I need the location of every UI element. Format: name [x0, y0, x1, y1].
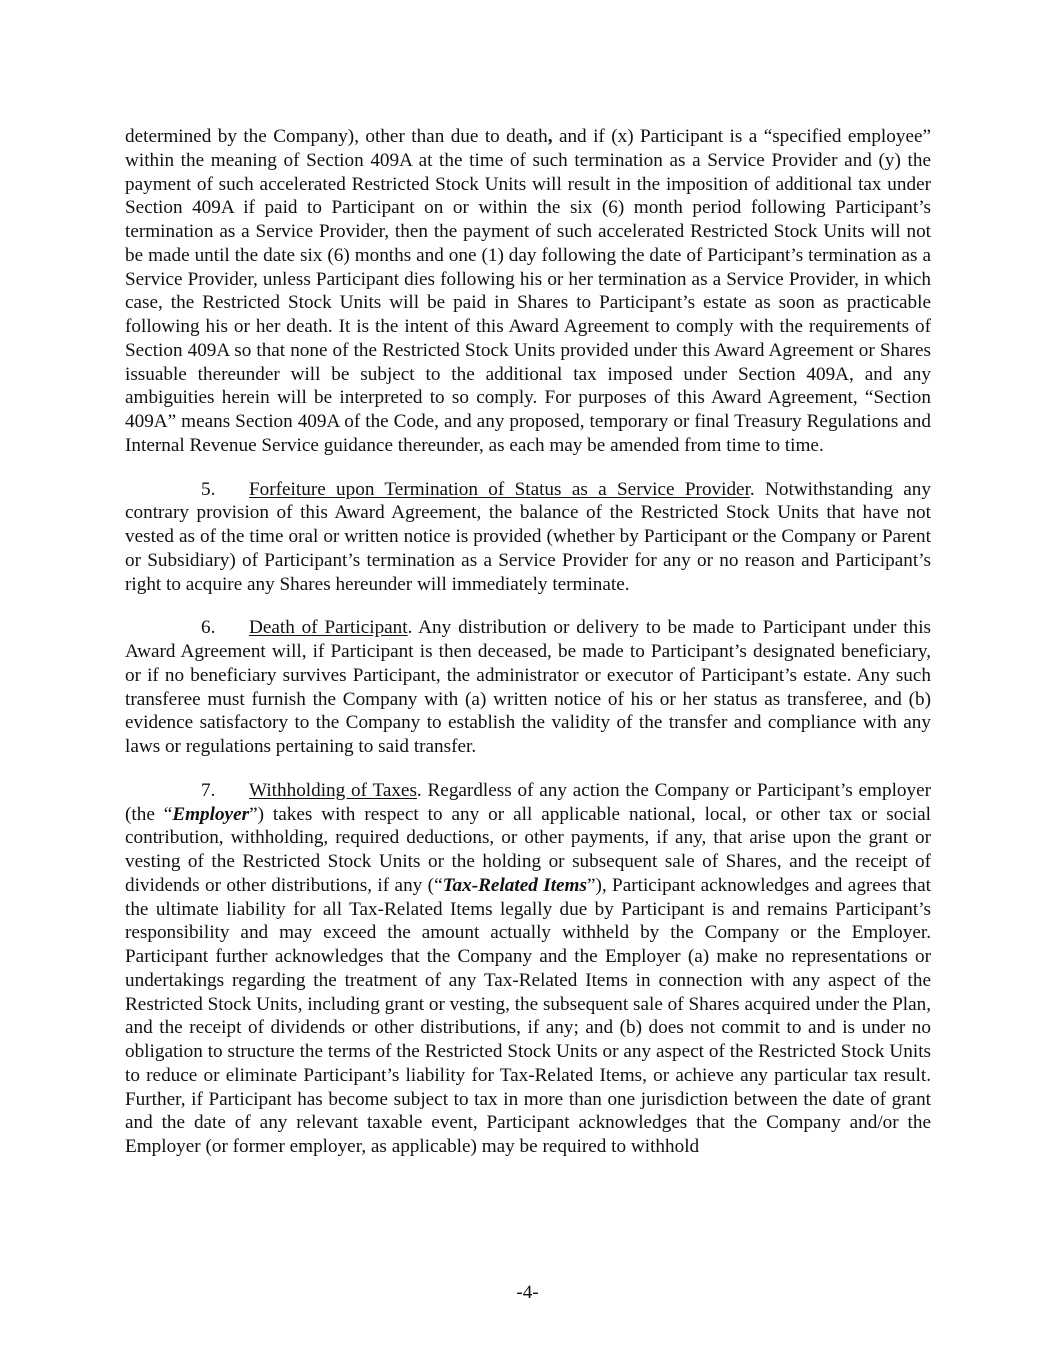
defined-term-tax-related-items: Tax-Related Items: [442, 874, 587, 896]
section-5-body: . Notwithstanding any contrary provision of this Award Agreement, the balance of the Restricted Stock Units that have not vested as of the time oral or written notice is provided (whether by Participant or the Company or Parent or Subsidiary) of Participant’s termination as a Service Provider for any or no reason and Participant’s right to acquire any Shares hereunder will immediately terminate.: [125, 478, 931, 595]
section-5-heading: Forfeiture upon Termination of Status as a Service Provider: [249, 478, 750, 500]
page-number: -4-: [516, 1282, 539, 1303]
document-body: [125, 125, 931, 1179]
section-7-body-b: ”) takes with respect to any or all applicable national, local, or other tax or social contribution, withholding, required deductions, or other payments, if any, that arise upon the grant or vesting of the Restricted Stock Units or the holding or subsequent sale of Shares, and the receipt of dividends or other distributions, if any (“: [125, 803, 931, 896]
section-6-paragraph: [125, 616, 931, 759]
section-7-paragraph: [125, 779, 931, 1159]
section-7-body-a: . Regardless of any action the Company or Participant’s employer (the “: [125, 779, 931, 825]
section-6-number: 6.: [201, 617, 216, 639]
continuation-bold-comma: ,: [547, 126, 553, 147]
defined-term-employer: Employer: [172, 803, 250, 825]
section-6-body: . Any distribution or delivery to be made to Participant under this Award Agreement will, if Participant is then deceased, be made to Participant’s designated beneficiary, or if no beneficiary survives Participant, the administrator or executor of Participant’s estate. Any such transferee must furnish the Company with (a) written notice of his or her status as transferee, and (b) evidence satisfactory to the Company to establish the validity of the transfer and compliance with any laws or regulations pertaining to said transfer.: [125, 617, 932, 757]
section-7-number: 7.: [201, 779, 216, 801]
section-6-heading: Death of Participant: [249, 617, 408, 639]
continuation-text-b: and if (x) Participant is a “specified employee” within the meaning of Section 409A at the time of such termination as a Service Provider and (y) the payment of such accelerated Restricted Stock Units will result in the imposition of additional tax under Section 409A if paid to Participant on or within the six (6) month period following Participant’s termination as a Service Provider, then the payment of such accelerated Restricted Stock Units will not be made until the date six (6) months and one (1) day following the date of Participant’s termination as a Service Provider, unless Participant dies following his or her termination as a Service Provider, in which case, the Restricted Stock Units will be paid in Shares to Participant’s estate as soon as practicable following his or her death. It is the intent of this Award Agreement to comply with the requirements of Section 409A so that none of the Restricted Stock Units provided under this Award Agreement or Shares issuable thereunder will be subject to the additional tax imposed under Section 409A, and any ambiguities herein will be interpreted to so comply. For purposes of this Award Agreement, “Section 409A” means Section 409A of the Code, and any proposed, temporary or final Treasury Regulations and Internal Revenue Service guidance thereunder, as each may be amended from time to time.: [125, 126, 931, 456]
continuation-text-a: determined by the Company), other than due to death: [125, 126, 548, 147]
section-5-number: 5.: [201, 478, 216, 500]
continuation-paragraph: [125, 125, 931, 458]
section-7-heading: Withholding of Taxes: [249, 779, 417, 801]
section-5-paragraph: [125, 478, 931, 597]
section-7-body-c: ”), Participant acknowledges and agrees that the ultimate liability for all Tax-Related Items legally due by Participant is and remains Participant’s responsibility and may exceed the amount actually withheld by the Company or the Employer. Participant further acknowledges that the Company and the Employer (a) make no representations or undertakings regarding the treatment of any Tax-Related Items in connection with any aspect of the Restricted Stock Units, including grant or vesting, the subsequent sale of Shares acquired under the Plan, and the receipt of dividends or other distributions, if any; and (b) does not commit to and is under no obligation to structure the terms of the Restricted Stock Units or any aspect of the Restricted Stock Units to reduce or eliminate Participant’s liability for Tax-Related Items, or achieve any particular tax result. Further, if Participant has become subject to tax in more than one jurisdiction between the date of grant and the date of any relevant taxable event, Participant acknowledges that the Company and/or the Employer (or former employer, as applicable) may be required to withhold: [125, 874, 931, 1157]
